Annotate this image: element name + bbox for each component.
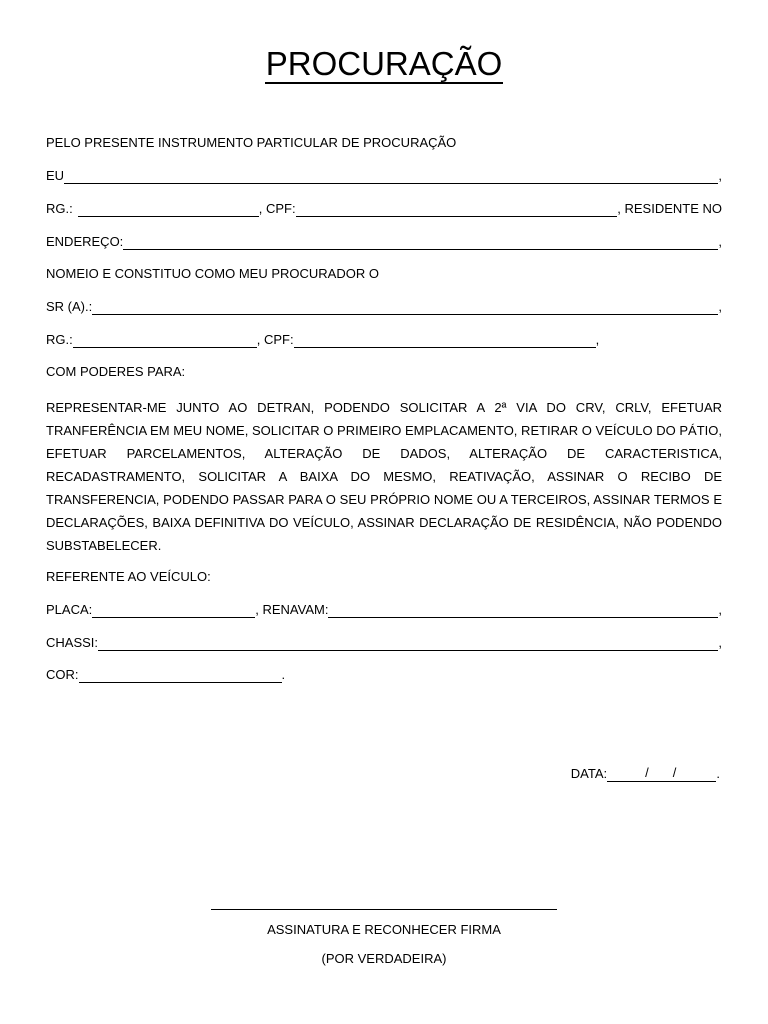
- date-end: .: [716, 766, 720, 781]
- rg-label: RG.:: [46, 201, 73, 216]
- title-text: PROCURAÇÃO: [265, 45, 503, 82]
- signature-subcaption: (POR VERDADEIRA): [321, 951, 447, 966]
- vehicle-heading-text: REFERENTE AO VEÍCULO:: [46, 569, 211, 584]
- rg-field[interactable]: [78, 202, 259, 217]
- date-sep-2: /: [672, 765, 677, 780]
- cpf-label: , CPF:: [258, 201, 296, 216]
- chassi-field[interactable]: [98, 636, 718, 651]
- date-year-field[interactable]: [676, 767, 716, 782]
- attorney-rg-label: RG.:: [46, 332, 73, 347]
- date-sep-1: /: [645, 765, 649, 780]
- placa-renavam-row: [46, 602, 722, 618]
- placa-field[interactable]: [92, 603, 255, 618]
- attorney-cpf-end: ,: [595, 332, 600, 347]
- renavam-field[interactable]: [328, 603, 718, 618]
- sr-field[interactable]: [92, 300, 718, 315]
- poderes-paragraph: REPRESENTAR-ME JUNTO AO DETRAN, PODENDO SOLICITAR A 2ª VIA DO CRV, CRLV, EFETUAR TRANFERÊNCIA EM MEU NOME, SOLICITAR O PRIMEIRO EMPLACAMENTO, RETIRAR O VEÍCULO DO PÁTIO, EFETUAR PARCELAMENTOS, ALTERAÇÃO DE DADOS, ALTERAÇÃO DE CARACTERISTICA, RECADASTRAMENTO, SOLICITAR A BAIXA DO MESMO, REATIVAÇÃO, ASSINAR O RECIBO DE TRANSFERENCIA, PODENDO PASSAR PARA O SEU PRÓPRIO NOME OU A TERCEIROS, ASSINAR TERMOS E DECLARAÇÕES, BAIXA DEFINITIVA DO VEÍCULO, ASSINAR DECLARAÇÃO DE RESIDÊNCIA, NÃO PODENDO SUBSTABELECER.: [46, 400, 722, 553]
- signature-line[interactable]: [211, 909, 557, 910]
- intro-line: [46, 135, 722, 151]
- sr-label: SR (A).:: [46, 299, 93, 314]
- chassi-row: [46, 635, 722, 651]
- date-row: [571, 765, 720, 782]
- vehicle-heading: [46, 569, 722, 585]
- endereco-end: ,: [718, 234, 722, 249]
- poderes-heading: [46, 364, 722, 380]
- renavam-end: ,: [718, 602, 722, 617]
- cor-field[interactable]: [79, 668, 282, 683]
- grantor-rg-cpf-row: [46, 201, 722, 217]
- attorney-rg-cpf-row: [46, 332, 722, 348]
- attorney-rg-field[interactable]: [73, 333, 257, 348]
- page-title: [0, 44, 768, 84]
- date-month-field[interactable]: [649, 767, 673, 782]
- eu-end: ,: [718, 168, 722, 183]
- sr-row: [46, 299, 722, 315]
- cor-row: [46, 667, 722, 683]
- sr-end: ,: [718, 299, 722, 314]
- endereco-row: [46, 234, 722, 250]
- cpf-field[interactable]: [296, 202, 618, 217]
- nomeio-text: NOMEIO E CONSTITUO COMO MEU PROCURADOR O: [46, 266, 379, 281]
- chassi-label: CHASSI:: [46, 635, 99, 650]
- signature-caption: ASSINATURA E RECONHECER FIRMA: [267, 922, 501, 937]
- attorney-cpf-label: , CPF:: [256, 332, 294, 347]
- cor-end: .: [281, 667, 286, 682]
- eu-row: [46, 168, 722, 184]
- cor-label: COR:: [46, 667, 79, 682]
- date-label: DATA:: [570, 766, 608, 781]
- placa-label: PLACA:: [46, 602, 93, 617]
- renavam-label: , RENAVAM:: [255, 602, 329, 617]
- endereco-field[interactable]: [123, 235, 718, 250]
- intro-text: PELO PRESENTE INSTRUMENTO PARTICULAR DE PROCURAÇÃO: [46, 135, 457, 150]
- poderes-heading-text: COM PODERES PARA:: [46, 364, 186, 379]
- date-day-field[interactable]: [607, 767, 645, 782]
- chassi-end: ,: [718, 635, 722, 650]
- eu-field[interactable]: [64, 169, 718, 184]
- eu-label: EU: [46, 168, 65, 183]
- attorney-cpf-field[interactable]: [294, 333, 596, 348]
- nomeio-line: [46, 266, 722, 282]
- residente-label: , RESIDENTE NO: [617, 201, 722, 216]
- endereco-label: ENDEREÇO:: [46, 234, 124, 249]
